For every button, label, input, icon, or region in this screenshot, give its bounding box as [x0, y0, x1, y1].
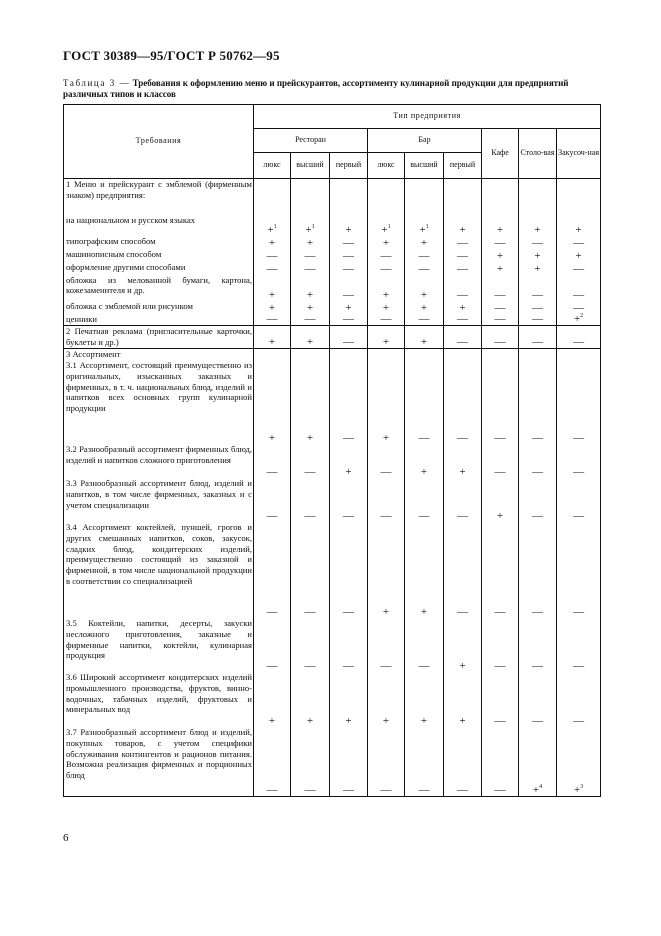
- mark-cell: [254, 179, 291, 215]
- mark-cell: [444, 179, 482, 215]
- requirement-text: 3.2 Разнообразный ассортимент фирменных блюд, изделий и напитков сложного приготовления: [64, 444, 254, 478]
- table-row: [64, 618, 601, 672]
- mark-cell: +: [519, 249, 557, 262]
- mark-cell: —: [557, 618, 601, 672]
- table-row: [64, 727, 601, 796]
- requirement-text: 3.4 Ассортимент коктейлей, пуншей, грогов и других смешанных напитков, соков, закусок, сладких блюд, кондитерских изделий, преимущественно состоящий из заказной и фирменной, в том числе национальной продукции в соответствии со специализацией: [64, 522, 254, 618]
- mark-cell: +: [482, 249, 519, 262]
- requirement-text: 3.1 Ассортимент, состоящий преимущественно из оригинальных, изысканных заказных и фирменных, в т. ч. национальных блюд, изделий и напитков всех основных групп кулинарной продукции: [64, 360, 254, 444]
- mark-cell: —: [482, 727, 519, 796]
- requirements-table: [63, 104, 601, 797]
- mark-cell: —: [254, 314, 291, 326]
- mark-cell: +: [254, 326, 291, 349]
- mark-cell: —: [519, 522, 557, 618]
- mark-cell: —: [557, 444, 601, 478]
- mark-cell: —: [557, 478, 601, 522]
- mark-cell: +: [405, 301, 444, 314]
- mark-cell: +: [368, 522, 405, 618]
- mark-cell: —: [330, 618, 368, 672]
- table-row: [64, 215, 601, 236]
- mark-cell: —: [368, 727, 405, 796]
- mark-cell: +: [368, 672, 405, 727]
- mark-cell: +: [291, 301, 330, 314]
- mark-cell: [557, 179, 601, 215]
- mark-cell: +: [291, 360, 330, 444]
- mark-cell: +: [291, 326, 330, 349]
- mark-cell: —: [330, 249, 368, 262]
- requirement-text: 1 Меню и прейскурант с эмблемой (фирменным знаком) предприятия:: [64, 179, 254, 215]
- mark-cell: +$^1$: [291, 215, 330, 236]
- header-bar: Бар: [368, 129, 482, 153]
- mark-cell: —: [557, 275, 601, 301]
- mark-cell: +: [405, 326, 444, 349]
- mark-cell: —: [519, 326, 557, 349]
- mark-cell: —: [444, 727, 482, 796]
- mark-cell: +: [254, 301, 291, 314]
- mark-cell: —: [519, 478, 557, 522]
- mark-cell: [482, 179, 519, 215]
- mark-cell: +: [368, 301, 405, 314]
- table-row: [64, 360, 601, 444]
- mark-cell: —: [330, 262, 368, 275]
- mark-cell: +: [405, 444, 444, 478]
- mark-cell: [444, 348, 482, 360]
- header-higher-bar: высший: [405, 153, 444, 179]
- mark-cell: +: [330, 672, 368, 727]
- mark-cell: —: [330, 478, 368, 522]
- table-row: [64, 179, 601, 215]
- mark-cell: —: [405, 727, 444, 796]
- mark-cell: —: [557, 326, 601, 349]
- mark-cell: —: [519, 236, 557, 249]
- mark-cell: —: [330, 275, 368, 301]
- table-row: [64, 348, 601, 360]
- mark-cell: +: [291, 236, 330, 249]
- mark-cell: —: [254, 727, 291, 796]
- mark-cell: —: [482, 326, 519, 349]
- mark-cell: —: [482, 522, 519, 618]
- mark-cell: —: [519, 275, 557, 301]
- mark-cell: —: [405, 249, 444, 262]
- header-first-bar: первый: [444, 153, 482, 179]
- requirement-text: на национальном и русском языках: [64, 215, 254, 236]
- header-snackbar: Закусоч-ная: [557, 129, 601, 179]
- mark-cell: +$^3$: [557, 727, 601, 796]
- mark-cell: —: [444, 478, 482, 522]
- requirement-text: 3.5 Коктейли, напитки, десерты, закуски несложного приготовления, заказные и фирменные напитки, коктейли, кулинарная продукция: [64, 618, 254, 672]
- mark-cell: +$^2$: [557, 314, 601, 326]
- mark-cell: —: [519, 360, 557, 444]
- mark-cell: —: [519, 301, 557, 314]
- mark-cell: +: [330, 444, 368, 478]
- table-row: [64, 444, 601, 478]
- mark-cell: +: [519, 262, 557, 275]
- mark-cell: —: [557, 301, 601, 314]
- mark-cell: —: [519, 672, 557, 727]
- requirement-text: обложка из мелованной бумаги, картона, кожезаменителя и др.: [64, 275, 254, 301]
- table-row: [64, 478, 601, 522]
- requirement-text: оформление другими способами: [64, 262, 254, 275]
- requirement-text: 3 Ассортимент: [64, 348, 254, 360]
- header-enterprise-type: Тип предприятия: [254, 105, 601, 129]
- mark-cell: —: [557, 262, 601, 275]
- mark-cell: +: [368, 236, 405, 249]
- header-requirements: Требования: [64, 105, 254, 179]
- mark-cell: +: [254, 275, 291, 301]
- mark-cell: +: [557, 215, 601, 236]
- header-cafe: Кафе: [482, 129, 519, 179]
- mark-cell: —: [368, 618, 405, 672]
- mark-cell: +: [291, 672, 330, 727]
- header-lux-bar: люкс: [368, 153, 405, 179]
- mark-cell: —: [291, 262, 330, 275]
- table-row: [64, 522, 601, 618]
- requirement-text: ценники: [64, 314, 254, 326]
- mark-cell: +: [368, 326, 405, 349]
- requirement-text: 3.7 Разнообразный ассортимент блюд и изделий, покупных товаров, с учетом специфики обслуживания контингентов и рационов питания. Возможна реализация фирменных и порционных блюд: [64, 727, 254, 796]
- mark-cell: —: [254, 262, 291, 275]
- mark-cell: —: [330, 360, 368, 444]
- mark-cell: —: [291, 314, 330, 326]
- mark-cell: +: [330, 301, 368, 314]
- header-canteen: Столо-вая: [519, 129, 557, 179]
- mark-cell: +: [557, 249, 601, 262]
- mark-cell: [291, 179, 330, 215]
- mark-cell: —: [405, 618, 444, 672]
- mark-cell: [557, 348, 601, 360]
- mark-cell: —: [405, 478, 444, 522]
- header-lux-restaurant: люкс: [254, 153, 291, 179]
- mark-cell: —: [291, 444, 330, 478]
- table-row: [64, 236, 601, 249]
- mark-cell: —: [557, 236, 601, 249]
- mark-cell: +: [519, 215, 557, 236]
- mark-cell: [330, 348, 368, 360]
- mark-cell: —: [405, 360, 444, 444]
- mark-cell: —: [482, 672, 519, 727]
- mark-cell: [368, 179, 405, 215]
- mark-cell: +: [330, 215, 368, 236]
- mark-cell: —: [482, 618, 519, 672]
- page-number: 6: [63, 832, 69, 844]
- mark-cell: —: [254, 522, 291, 618]
- mark-cell: +: [444, 672, 482, 727]
- mark-cell: +: [444, 444, 482, 478]
- mark-cell: —: [368, 262, 405, 275]
- mark-cell: +: [291, 275, 330, 301]
- mark-cell: —: [519, 444, 557, 478]
- table-row: [64, 326, 601, 349]
- table-caption-label: Таблица 3 —: [63, 78, 131, 88]
- mark-cell: +: [405, 672, 444, 727]
- mark-cell: +: [254, 360, 291, 444]
- mark-cell: —: [254, 618, 291, 672]
- mark-cell: —: [444, 262, 482, 275]
- mark-cell: —: [291, 727, 330, 796]
- mark-cell: —: [444, 236, 482, 249]
- requirement-text: машинописным способом: [64, 249, 254, 262]
- table-row: [64, 249, 601, 262]
- mark-cell: —: [291, 249, 330, 262]
- mark-cell: +: [405, 275, 444, 301]
- mark-cell: +$^1$: [368, 215, 405, 236]
- mark-cell: —: [254, 444, 291, 478]
- mark-cell: —: [405, 262, 444, 275]
- mark-cell: +: [368, 360, 405, 444]
- mark-cell: +: [444, 301, 482, 314]
- mark-cell: —: [444, 275, 482, 301]
- mark-cell: [330, 179, 368, 215]
- mark-cell: —: [368, 444, 405, 478]
- mark-cell: —: [368, 314, 405, 326]
- mark-cell: —: [444, 314, 482, 326]
- mark-cell: —: [519, 618, 557, 672]
- mark-cell: —: [482, 314, 519, 326]
- mark-cell: —: [368, 249, 405, 262]
- mark-cell: [519, 179, 557, 215]
- mark-cell: +$^1$: [254, 215, 291, 236]
- mark-cell: [519, 348, 557, 360]
- mark-cell: —: [254, 478, 291, 522]
- mark-cell: —: [330, 326, 368, 349]
- mark-cell: —: [482, 360, 519, 444]
- document-title: ГОСТ 30389—95/ГОСТ Р 50762—95: [63, 48, 280, 63]
- table-caption-text: Требования к оформлению меню и прейскурантов, ассортименту кулинарной продукции для предприятий различных типов и классов: [63, 78, 569, 99]
- requirement-text: 2 Печатная реклама (пригласительные карточки, буклеты и др.): [64, 326, 254, 349]
- mark-cell: [368, 348, 405, 360]
- header-higher-restaurant: высший: [291, 153, 330, 179]
- requirement-text: 3.3 Разнообразный ассортимент блюд, изделий и напитков, в том числе фирменных, заказных и с учетом специализации: [64, 478, 254, 522]
- table-row: [64, 314, 601, 326]
- mark-cell: —: [557, 672, 601, 727]
- requirement-text: обложка с эмблемой или рисунком: [64, 301, 254, 314]
- mark-cell: +: [482, 262, 519, 275]
- header-restaurant: Ресторан: [254, 129, 368, 153]
- mark-cell: —: [444, 326, 482, 349]
- mark-cell: —: [519, 314, 557, 326]
- mark-cell: [405, 179, 444, 215]
- table-row: [64, 301, 601, 314]
- mark-cell: —: [291, 522, 330, 618]
- mark-cell: —: [291, 478, 330, 522]
- mark-cell: —: [291, 618, 330, 672]
- mark-cell: —: [482, 444, 519, 478]
- mark-cell: —: [405, 314, 444, 326]
- table-row: [64, 275, 601, 301]
- mark-cell: —: [482, 236, 519, 249]
- requirement-text: 3.6 Широкий ассортимент кондитерских изделий промышленного производства, фруктов, винно-водочных, табачных изделий, фруктовых и минеральных вод: [64, 672, 254, 727]
- mark-cell: +: [405, 522, 444, 618]
- mark-cell: [254, 348, 291, 360]
- mark-cell: +: [444, 215, 482, 236]
- mark-cell: +: [444, 618, 482, 672]
- mark-cell: —: [482, 301, 519, 314]
- mark-cell: [482, 348, 519, 360]
- mark-cell: +: [405, 236, 444, 249]
- mark-cell: +: [482, 215, 519, 236]
- mark-cell: —: [254, 249, 291, 262]
- mark-cell: +$^4$: [519, 727, 557, 796]
- mark-cell: +: [254, 672, 291, 727]
- requirement-text: типографским способом: [64, 236, 254, 249]
- table-row: [64, 262, 601, 275]
- mark-cell: —: [444, 249, 482, 262]
- mark-cell: —: [557, 360, 601, 444]
- mark-cell: —: [444, 522, 482, 618]
- mark-cell: —: [444, 360, 482, 444]
- mark-cell: +: [254, 236, 291, 249]
- mark-cell: —: [482, 275, 519, 301]
- mark-cell: [291, 348, 330, 360]
- mark-cell: —: [330, 314, 368, 326]
- mark-cell: —: [368, 478, 405, 522]
- mark-cell: +$^1$: [405, 215, 444, 236]
- mark-cell: +: [368, 275, 405, 301]
- header-first-restaurant: первый: [330, 153, 368, 179]
- mark-cell: —: [330, 522, 368, 618]
- mark-cell: —: [330, 236, 368, 249]
- mark-cell: —: [557, 522, 601, 618]
- mark-cell: +: [482, 478, 519, 522]
- mark-cell: —: [330, 727, 368, 796]
- table-caption: [63, 78, 599, 100]
- table-row: [64, 672, 601, 727]
- mark-cell: [405, 348, 444, 360]
